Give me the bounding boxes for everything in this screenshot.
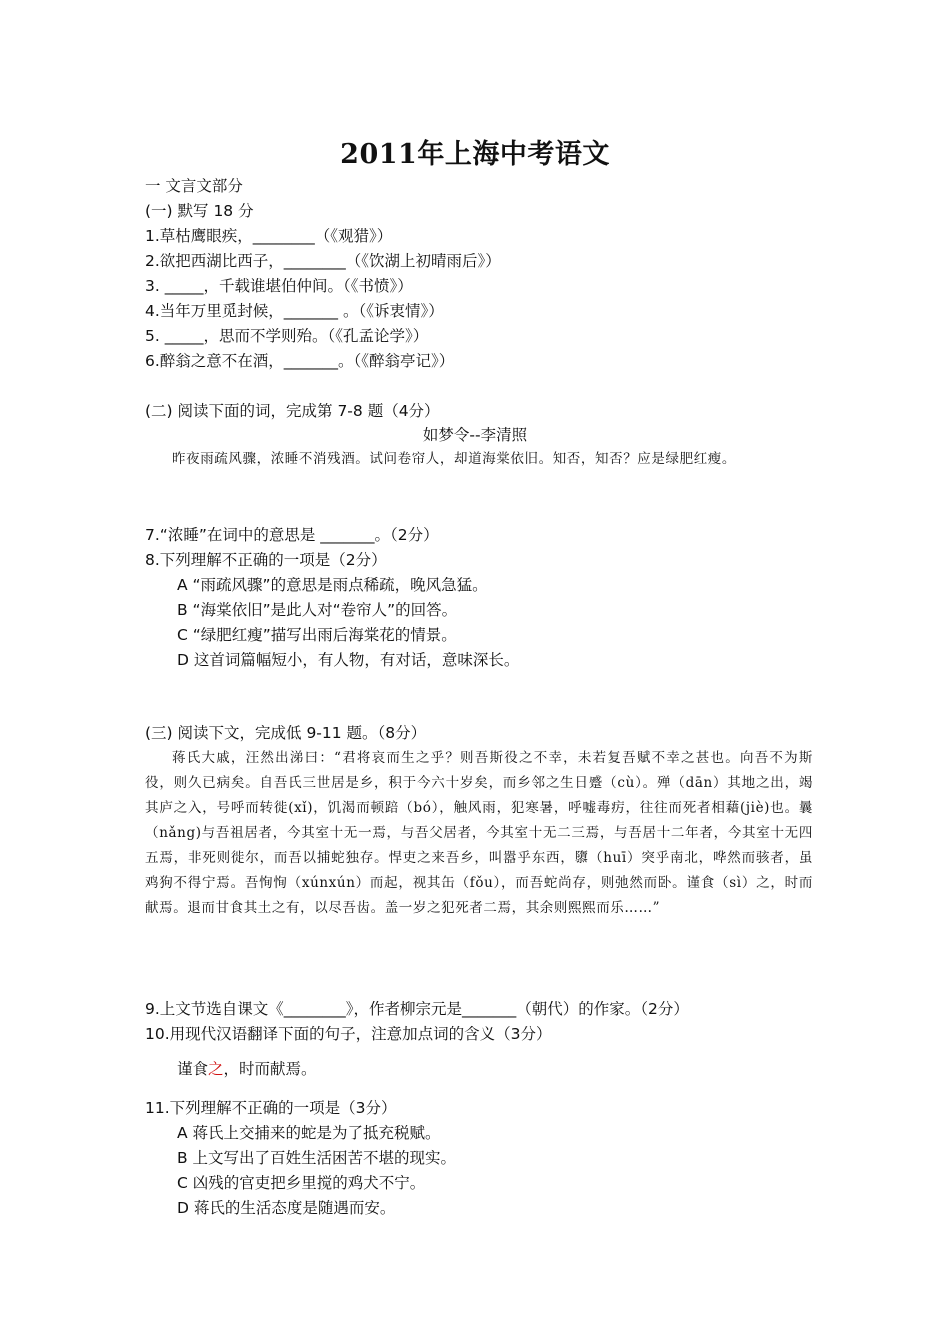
question-6: 6.醉翁之意不在酒，_______。（《醉翁亭记》） bbox=[145, 352, 455, 370]
sentence-part: ，时而献焉。 bbox=[223, 1060, 317, 1078]
poem-paragraph: 昨夜雨疏风骤，浓睡不消残酒。试问卷帘人，却道海棠依旧。知否，知否？应是绿肥红瘦。 bbox=[172, 451, 736, 467]
poem-text bbox=[145, 447, 813, 472]
section-2-heading: (二) 阅读下面的词，完成第 7-8 题（4分） bbox=[145, 402, 440, 420]
question-8-option-c: C “绿肥红瘦”描写出雨后海棠花的情景。 bbox=[177, 626, 457, 644]
translation-sentence bbox=[177, 1058, 317, 1080]
question-1: 1.草枯鹰眼疾，________（《观猎》） bbox=[145, 227, 393, 245]
question-11-option-c: C 凶残的官吏把乡里搅的鸡犬不宁。 bbox=[177, 1174, 426, 1192]
section-3-heading: (三) 阅读下文，完成低 9-11 题。（8分） bbox=[145, 724, 427, 742]
question-11-option-b: B 上文写出了百姓生活困苦不堪的现实。 bbox=[177, 1149, 457, 1167]
question-11-option-d: D 蒋氏的生活态度是随遇而安。 bbox=[177, 1199, 396, 1217]
question-3: 3. _____，千载谁堪伯仲间。（《书愤》） bbox=[145, 277, 413, 295]
question-5: 5. _____，思而不学则殆。（《孔孟论学》） bbox=[145, 327, 429, 345]
emphasized-word: 之 bbox=[208, 1060, 224, 1078]
question-8-option-a: A “雨疏风骤”的意思是雨点稀疏，晚风急猛。 bbox=[177, 576, 488, 594]
question-2: 2.欲把西湖比西子，________（《饮湖上初晴雨后》） bbox=[145, 252, 501, 270]
classical-passage bbox=[145, 746, 813, 921]
question-7: 7.“浓睡”在词中的意思是 _______。（2分） bbox=[145, 526, 439, 544]
question-8-option-d: D 这首词篇幅短小，有人物，有对话，意味深长。 bbox=[177, 651, 520, 669]
question-8: 8.下列理解不正确的一项是（2分） bbox=[145, 551, 387, 569]
poem-title: 如梦令--李清照 bbox=[422, 426, 528, 444]
section-1-heading: (一) 默写 18 分 bbox=[145, 202, 254, 220]
sentence-part: 谨食 bbox=[177, 1060, 209, 1078]
part-heading: 一 文言文部分 bbox=[145, 177, 243, 195]
question-9: 9.上文节选自课文《________》，作者柳宗元是_______（朝代）的作家。（2分） bbox=[145, 1000, 689, 1018]
question-8-option-b: B “海棠依旧”是此人对“卷帘人”的回答。 bbox=[177, 601, 458, 619]
question-10: 10.用现代汉语翻译下面的句子，注意加点词的含义（3分） bbox=[145, 1025, 552, 1043]
passage-paragraph: 蒋氏大戚，汪然出涕曰：“君将哀而生之乎？则吾斯役之不幸，未若复吾赋不幸之甚也。向吾不为斯役，则久已病矣。自吾氏三世居是乡，积于今六十岁矣，而乡邻之生日蹙（cù）。殚（dān）其地之出，竭其庐之入，号呼而转徙(xǐ)，饥渴而顿踣（bó），触风雨，犯寒暑，呼嘘毒疠，往往而死者相藉(jiè)也。曩（nǎng)与吾祖居者，今其室十无一焉，与吾父居者，今其室十无二三焉，与吾居十二年者，今其室十无四五焉，非死则徙尔，而吾以捕蛇独存。悍吏之来吾乡，叫嚣乎东西，隳（huī）突乎南北，哗然而骇者，虽鸡狗不得宁焉。吾恂恂（xúnxún）而起，视其缶（fǒu），而吾蛇尚存，则弛然而卧。谨食（sì）之，时而献焉。退而甘食其土之有，以尽吾齿。盖一岁之犯死者二焉，其余则熙熙而乐……” bbox=[145, 750, 813, 916]
question-11: 11.下列理解不正确的一项是（3分） bbox=[145, 1099, 397, 1117]
document-title: 2011年上海中考语文 bbox=[340, 139, 610, 170]
question-11-option-a: A 蒋氏上交捕来的蛇是为了抵充税赋。 bbox=[177, 1124, 441, 1142]
question-4: 4.当年万里觅封候，_______ 。（《诉衷情》） bbox=[145, 302, 444, 320]
